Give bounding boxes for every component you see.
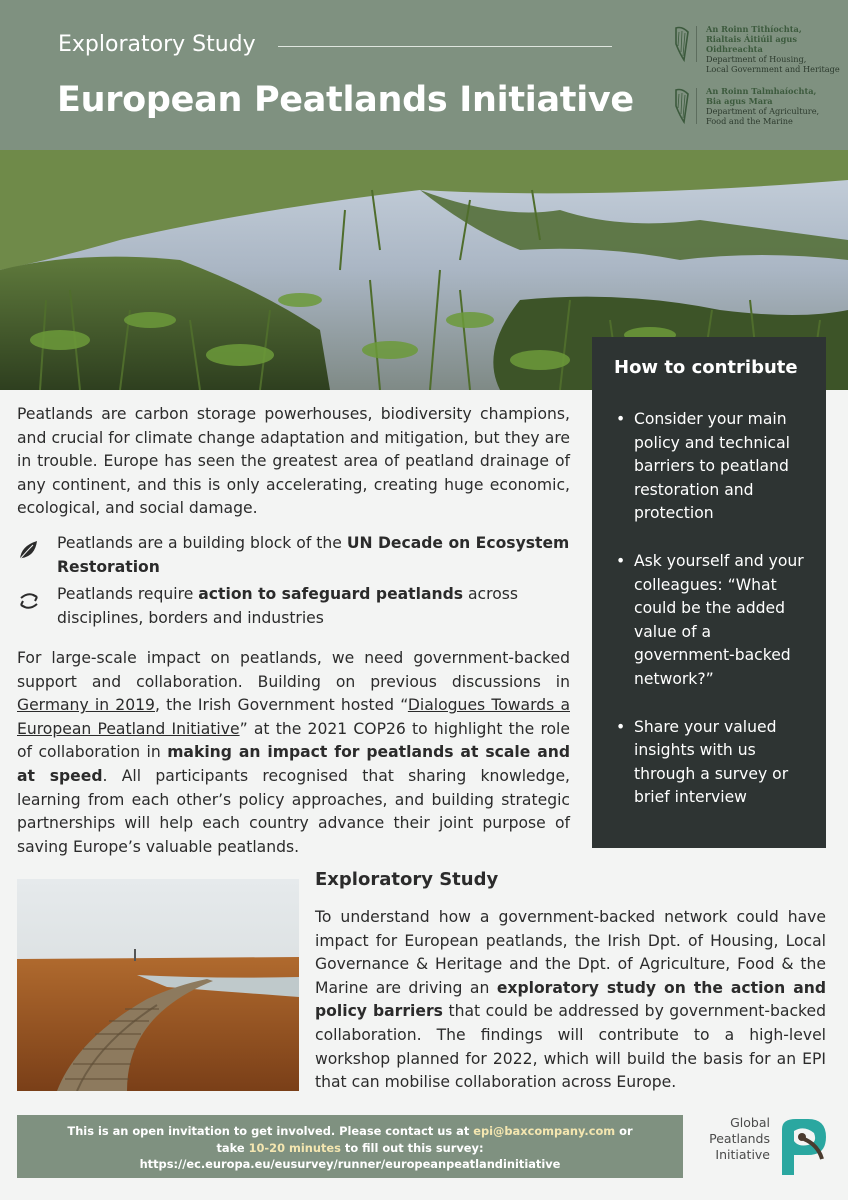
gpi-wordmark (700, 1115, 770, 1163)
leaf-icon (17, 538, 41, 562)
sidebar-title: How to contribute (614, 357, 798, 378)
gpi-line: Peatlands (709, 1131, 770, 1146)
dept-agri-english-1: Department of Agriculture, (706, 106, 820, 116)
footer-text: or (615, 1124, 633, 1138)
highlight-text (57, 583, 570, 630)
study-bold: exploratory study on the action and policy barriers (315, 978, 826, 1021)
global-peatlands-initiative-logo (700, 1115, 832, 1177)
eyebrow-divider (278, 46, 612, 47)
dept-housing-english-1: Department of Housing, (706, 54, 807, 64)
dept-agriculture-text (706, 86, 846, 126)
study-text: To understand how a government-backed network could have impact for European peatlands, the Irish Dpt. of Housing, Local Governance & Heritage and the Dpt. of Agriculture, Food & the Marine are driving an (315, 908, 826, 997)
footer-text: to fill out this survey: (340, 1140, 484, 1155)
dept-agri-irish-2: Bia agus Mara (706, 96, 773, 106)
harp-icon (672, 86, 692, 126)
highlight-bold: UN Decade on Ecosystem Restoration (57, 534, 570, 576)
dept-agri-irish-1: An Roinn Talmhaíochta, (706, 86, 817, 96)
footer-line-2 (17, 1140, 683, 1157)
highlight-pre: Peatlands are a building block of the (57, 534, 347, 552)
collaboration-paragraph (17, 647, 570, 859)
dept-divider (696, 88, 697, 124)
footer-text: take (216, 1140, 249, 1155)
how-to-contribute-panel (592, 337, 826, 848)
intro-paragraph: Peatlands are carbon storage powerhouses, biodiversity champions, and crucial for climate change adaptation and mitigation, but they are in trouble. Europe has seen the greatest area of peatland drainage of any continent, and this is only accelerating, creating huge economic, ecological, and social damage. (17, 405, 570, 518)
contribute-list (614, 408, 806, 810)
footer-minutes: 10-20 minutes (248, 1140, 341, 1155)
gpi-line: Initiative (715, 1147, 770, 1162)
dept-housing-text (706, 24, 846, 74)
highlight-pre: Peatlands require (57, 585, 199, 603)
study-paragraph (315, 906, 826, 1095)
study-heading: Exploratory Study (315, 869, 499, 890)
highlight-bold: action to safeguard peatlands (198, 585, 464, 603)
footer-text: This is an open invitation to get involved. Please contact us at (67, 1124, 474, 1138)
invitation-footer (17, 1115, 683, 1178)
dept-housing-english-2: Local Government and Heritage (706, 64, 840, 74)
survey-url-link[interactable]: https://ec.europa.eu/eusurvey/runner/europeanpeatlandinitiative (139, 1157, 561, 1171)
eyebrow-label: Exploratory Study (58, 32, 256, 57)
dept-housing-irish-1: An Roinn Tithíochta, (706, 24, 802, 34)
contact-email-link[interactable]: epi@baxcompany.com (473, 1124, 616, 1138)
gpi-p-icon (774, 1115, 830, 1177)
harp-icon (672, 24, 692, 64)
page-title: European Peatlands Initiative (57, 80, 634, 120)
contribute-item: • Consider your main policy and technical barriers to peatland restoration and protection (614, 408, 806, 526)
contribute-item: • Ask yourself and your colleagues: “What could be the added value of a government-backed network?” (614, 550, 806, 692)
highlight-un-decade (17, 532, 570, 579)
gpi-line: Global (730, 1115, 770, 1130)
highlight-action (17, 583, 570, 630)
collab-bold: making an impact for peatlands at scale and at speed (17, 743, 570, 785)
contribute-item: • Share your valued insights with us through a survey or brief interview (614, 716, 806, 810)
dept-housing-irish-2: Rialtais Áitiúil agus Oidhreachta (706, 34, 797, 54)
collab-text: For large-scale impact on peatlands, we need government-backed support and collaboration. Building on previous discussions in (17, 649, 570, 691)
dept-agri-english-2: Food and the Marine (706, 116, 793, 126)
highlight-post: across disciplines, borders and industries (57, 585, 518, 627)
highlight-text (57, 532, 570, 579)
dialogues-link[interactable]: Dialogues Towards a European Peatland Initiative (17, 696, 570, 738)
collab-text: ” at the 2021 COP26 to highlight the role of collaboration in (17, 719, 570, 762)
dept-divider (696, 26, 697, 62)
exchange-arrows-icon (17, 589, 41, 613)
germany-2019-link[interactable]: Germany in 2019 (17, 696, 155, 715)
study-text: that could be addressed by government-backed collaboration. The findings will contribute to a high-level workshop planned for 2022, which will build the basis for an EPI that can mobilise collaboration across Europe. (315, 1002, 826, 1092)
footer-line-1 (17, 1123, 683, 1140)
collab-text: . All participants recognised that sharing knowledge, learning from each other’s policy approaches, and building strategic partnerships will help each country advance their joint purpose of saving Europe’s valuable peatlands. (17, 766, 570, 856)
boardwalk-photo (17, 879, 299, 1091)
header-banner (0, 0, 848, 150)
collab-text: , the Irish Government hosted “ (154, 696, 408, 715)
